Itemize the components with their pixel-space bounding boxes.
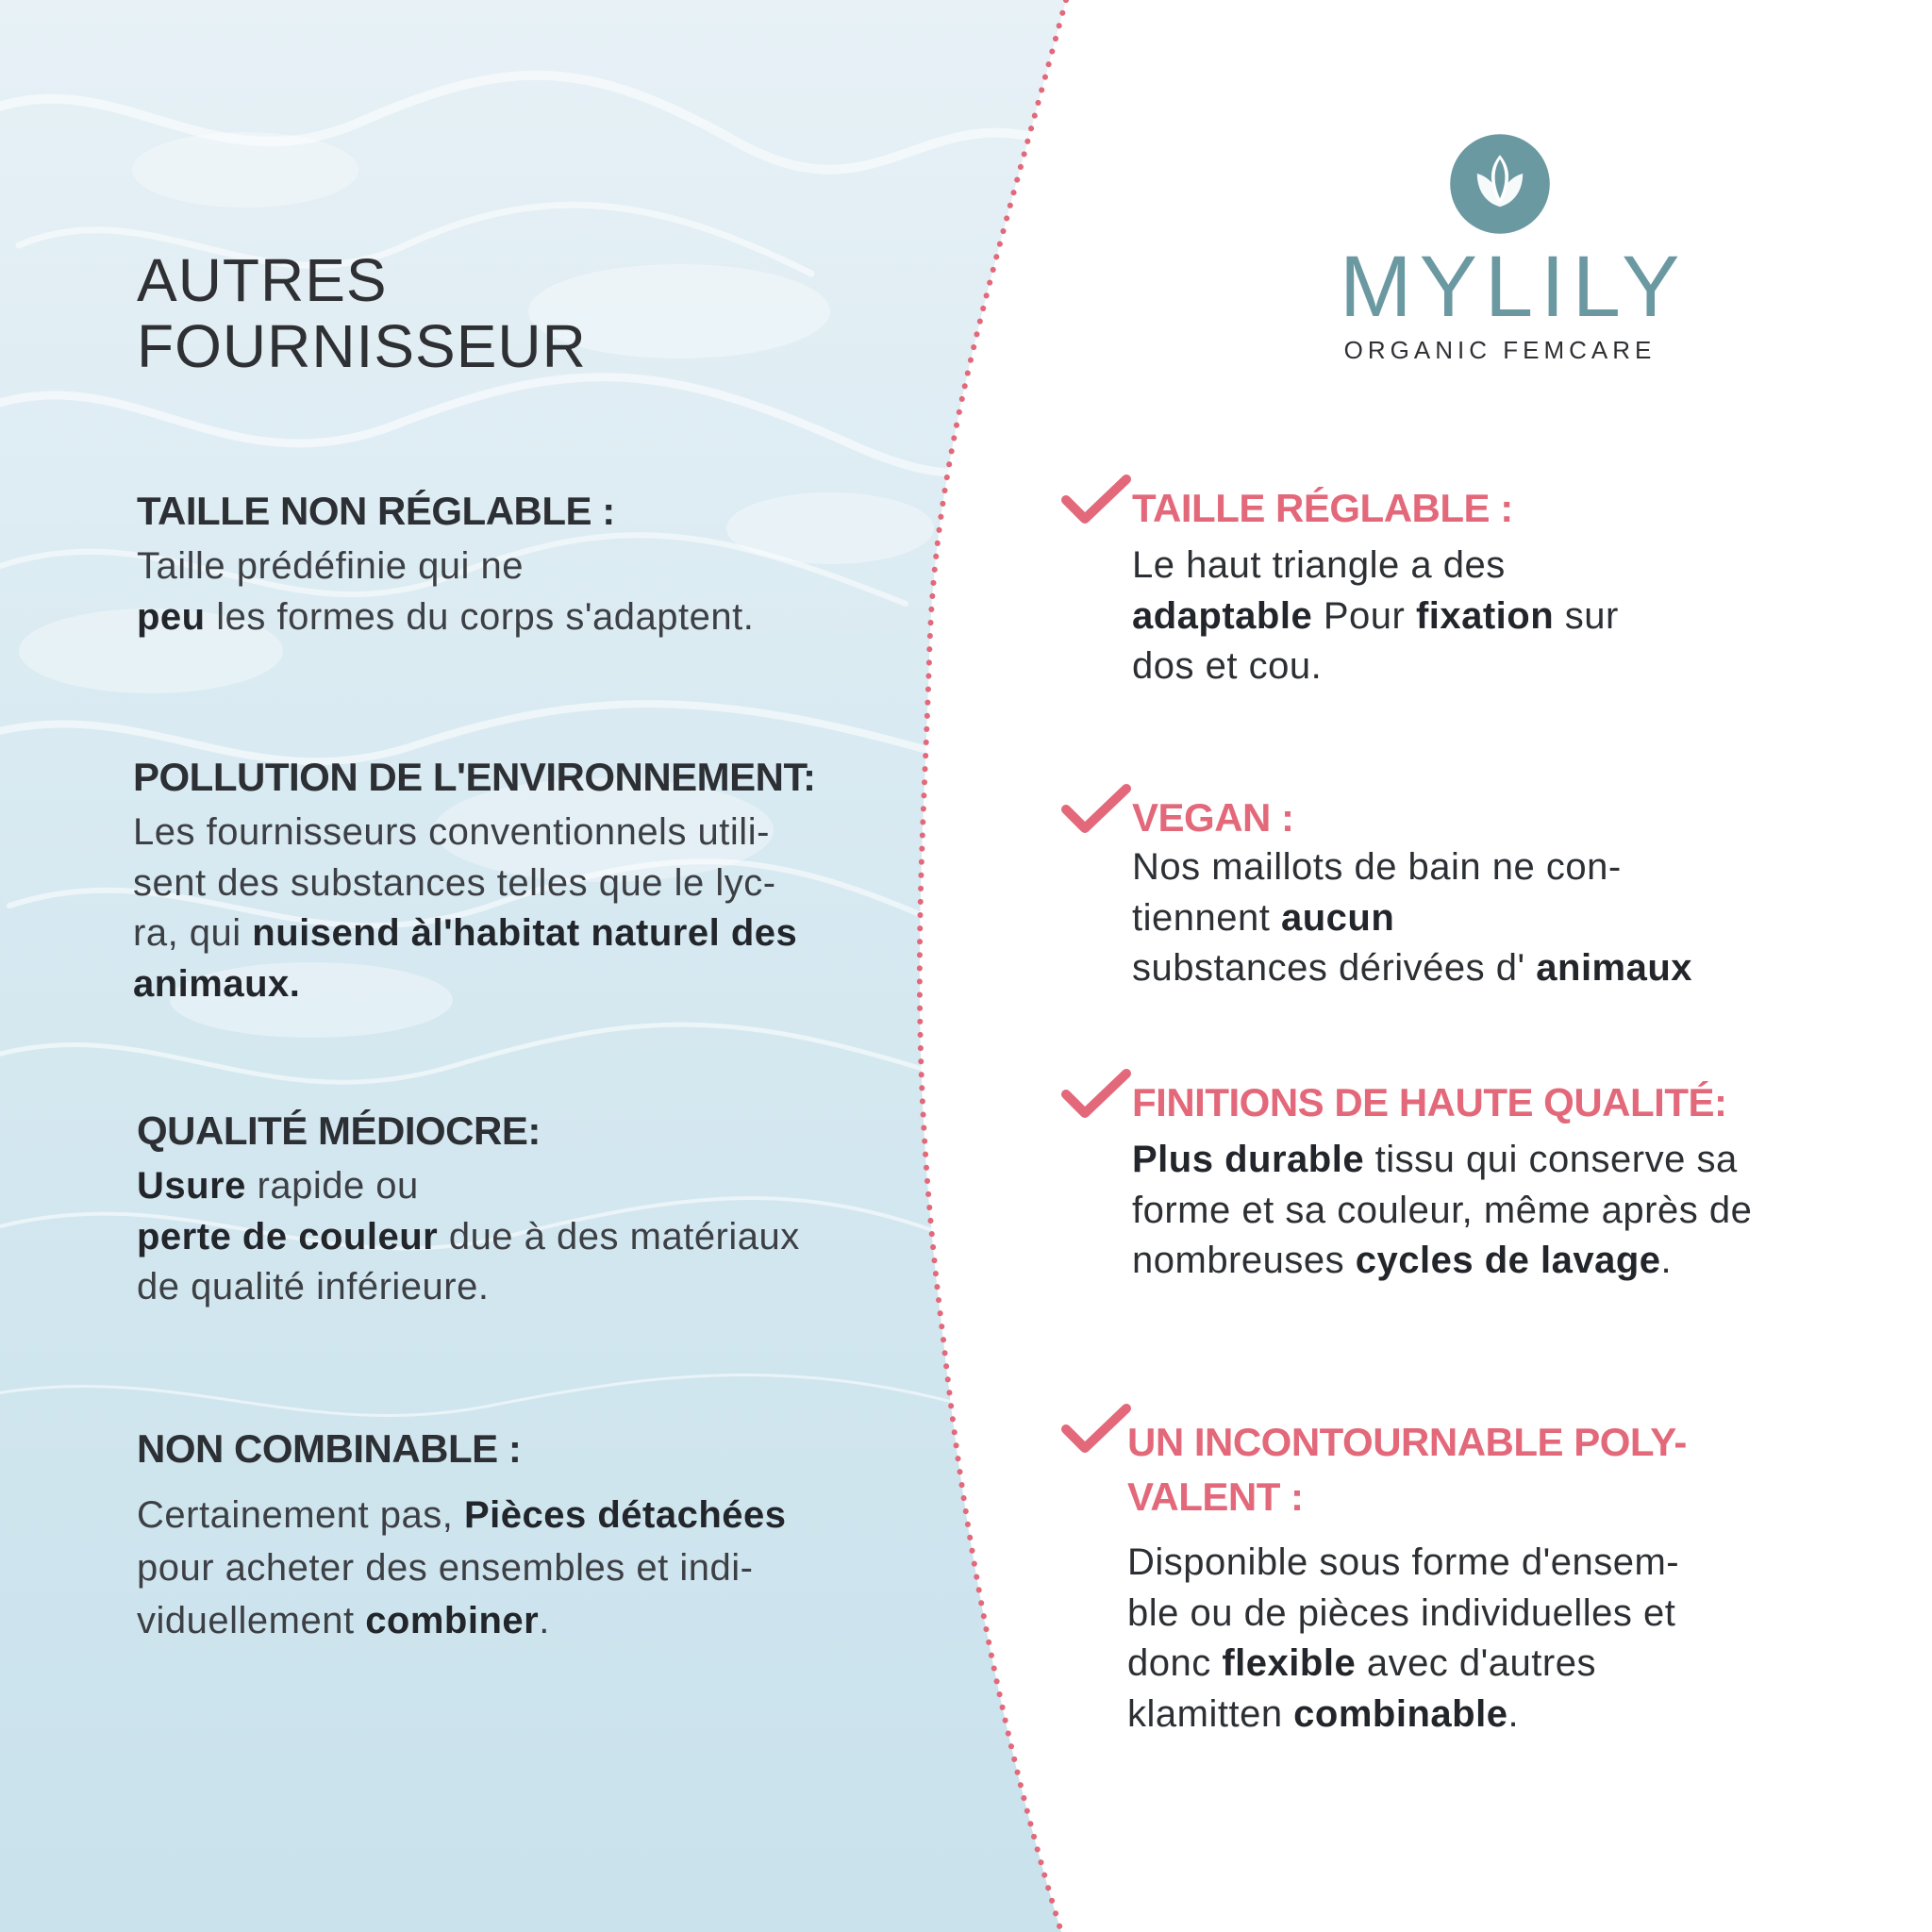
right-item-size (1132, 486, 1619, 692)
left-title (137, 247, 587, 379)
right-item-versatile (1127, 1415, 1687, 1740)
right-item-text: Disponible sous forme d'ensem- ble ou de pièces individuelles et donc flexible avec d'autres klamitten combinable. (1127, 1541, 1680, 1735)
lotus-icon (1448, 132, 1552, 236)
check-icon (1060, 781, 1132, 838)
right-item-heading: VEGAN : (1132, 795, 1294, 840)
right-item-text: Plus durable tissu qui conserve sa forme et sa couleur, même après de nombreuses cycles de lavage. (1132, 1139, 1753, 1281)
left-item-heading: TAILLE NON RÉGLABLE : (137, 489, 615, 533)
check-icon (1060, 1066, 1132, 1123)
right-item-text: Nos maillots de bain ne con- tiennent aucun substances dérivées d' animaux (1132, 846, 1693, 989)
right-item-quality (1132, 1080, 1752, 1287)
right-item-text: Le haut triangle a des adaptable Pour fixation sur dos et cou. (1132, 544, 1619, 687)
left-item-pollution (133, 755, 816, 1009)
check-icon (1060, 1401, 1132, 1457)
right-item-heading: FINITIONS DE HAUTE QUALITÉ: (1132, 1080, 1727, 1124)
left-item-text: Taille prédéfinie qui ne peu les formes du corps s'adaptent. (137, 545, 755, 638)
left-item-heading: NON COMBINABLE : (137, 1426, 522, 1471)
left-item-text: Certainement pas, Pièces détachées pour acheter des ensembles et indi- viduellement combiner. (137, 1494, 787, 1641)
brand-tagline: ORGANIC FEMCARE (1343, 336, 1657, 364)
brand-logo (1340, 132, 1688, 365)
left-item-text: Usure rapide ou perte de couleur due à des matériaux de qualité inférieure. (137, 1165, 800, 1307)
brand-name: MYLILY (1340, 239, 1688, 335)
left-item-combinable (137, 1426, 787, 1647)
left-item-text: Les fournisseurs conventionnels utili- sent des substances telles que le lyc- ra, qui nuisend àl'habitat naturel des animaux. (133, 811, 798, 1005)
right-item-vegan (1132, 795, 1692, 994)
left-item-size (137, 489, 754, 642)
left-item-heading: POLLUTION DE L'ENVIRONNEMENT: (133, 755, 816, 799)
left-item-quality (137, 1108, 800, 1313)
left-title-line1: AUTRES (137, 246, 388, 314)
left-item-heading: QUALITÉ MÉDIOCRE: (137, 1108, 541, 1153)
left-title-line2: FOURNISSEUR (137, 312, 587, 380)
right-item-heading: UN INCONTOURNABLE POLY- VALENT : (1127, 1420, 1687, 1519)
right-item-heading: TAILLE RÉGLABLE : (1132, 486, 1513, 530)
check-icon (1060, 472, 1132, 528)
